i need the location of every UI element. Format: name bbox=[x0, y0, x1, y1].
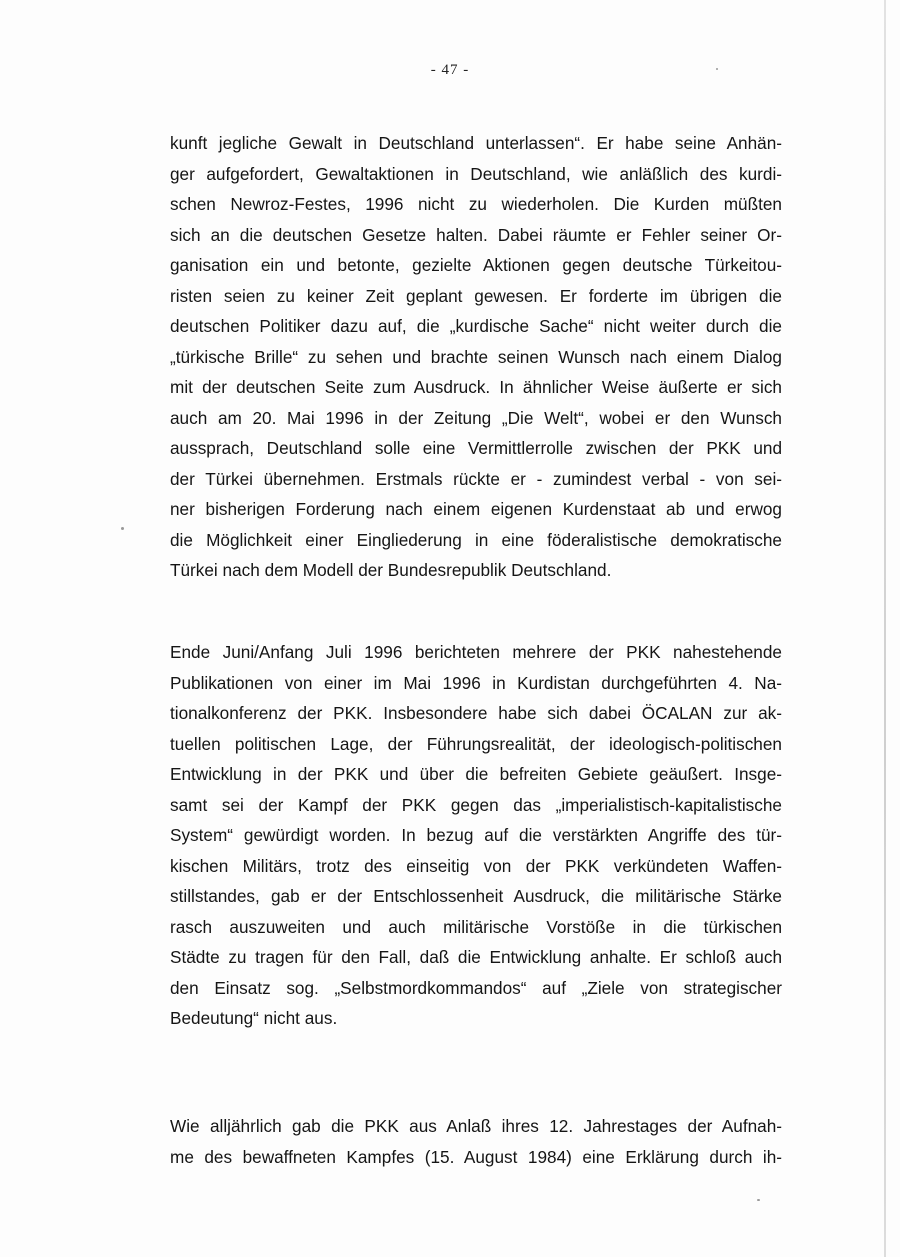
scan-page-edge bbox=[884, 0, 886, 1257]
text-line: schen Newroz-Festes, 1996 nicht zu wiederholen. Die Kurden müßten bbox=[170, 194, 782, 214]
paragraph-2 bbox=[170, 637, 782, 1034]
text-line: „türkische Brille“ zu sehen und brachte seinen Wunsch nach einem Dialog bbox=[170, 346, 782, 367]
text-line: System“ gewürdigt worden. In bezug auf die verstärkten Angriffe des tür- bbox=[170, 825, 782, 845]
text-line: stillstandes, gab er der Entschlossenheit Ausdruck, die militärische Stärke bbox=[170, 886, 782, 906]
paragraph-1 bbox=[170, 128, 782, 586]
text-line: Türkei nach dem Modell der Bundesrepublik Deutschland. bbox=[170, 560, 612, 580]
text-line: Entwicklung in der PKK und über die befreiten Gebiete geäußert. Insge- bbox=[170, 764, 782, 784]
paragraph-3 bbox=[170, 1111, 782, 1172]
text-line: Städte zu tragen für den Fall, daß die Entwicklung anhalte. Er schloß auch bbox=[170, 947, 782, 967]
text-line: Bedeutung“ nicht aus. bbox=[170, 1008, 338, 1028]
text-line: kunft jegliche Gewalt in Deutschland unterlassen“. Er habe seine Anhän- bbox=[170, 133, 782, 153]
text-line: Ende Juni/Anfang Juli 1996 berichteten mehrere der PKK nahestehende bbox=[170, 642, 782, 662]
text-line: kischen Militärs, trotz des einseitig von der PKK verkündeten Waffen- bbox=[170, 855, 782, 876]
text-line: ger aufgefordert, Gewaltaktionen in Deutschland, wie anläßlich des kurdi- bbox=[170, 163, 782, 184]
scan-speck bbox=[121, 527, 124, 530]
text-line: Publikationen von einer im Mai 1996 in Kurdistan durchgeführten 4. Na- bbox=[170, 672, 782, 693]
text-line: tuellen politischen Lage, der Führungsrealität, der ideologisch-politischen bbox=[170, 733, 782, 754]
text-line: me des bewaffneten Kampfes (15. August 1984) eine Erklärung durch ih- bbox=[170, 1146, 782, 1167]
text-line: ganisation ein und betonte, gezielte Aktionen gegen deutsche Türkeitou- bbox=[170, 255, 782, 275]
text-line: ner bisherigen Forderung nach einem eigenen Kurdenstaat ab und erwog bbox=[170, 499, 782, 519]
scan-speck bbox=[757, 1199, 760, 1201]
text-line: mit der deutschen Seite zum Ausdruck. In ähnlicher Weise äußerte er sich bbox=[170, 377, 782, 397]
text-line: tionalkonferenz der PKK. Insbesondere habe sich dabei ÖCALAN zur ak- bbox=[170, 703, 782, 723]
text-line: der Türkei übernehmen. Erstmals rückte er - zumindest verbal - von sei- bbox=[170, 468, 782, 489]
text-line: deutschen Politiker dazu auf, die „kurdische Sache“ nicht weiter durch die bbox=[170, 316, 782, 336]
text-line: die Möglichkeit einer Eingliederung in eine föderalistische demokratische bbox=[170, 529, 782, 550]
text-line: den Einsatz sog. „Selbstmordkommandos“ auf „Ziele von strategischer bbox=[170, 977, 782, 998]
text-line: risten seien zu keiner Zeit geplant gewesen. Er forderte im übrigen die bbox=[170, 285, 782, 306]
text-line: samt sei der Kampf der PKK gegen das „imperialistisch-kapitalistische bbox=[170, 794, 782, 815]
text-line: Wie alljährlich gab die PKK aus Anlaß ihres 12. Jahrestages der Aufnah- bbox=[170, 1116, 782, 1136]
text-line: rasch auszuweiten und auch militärische Vorstöße in die türkischen bbox=[170, 916, 782, 937]
text-line: auch am 20. Mai 1996 in der Zeitung „Die Welt“, wobei er den Wunsch bbox=[170, 407, 782, 428]
text-line: sich an die deutschen Gesetze halten. Dabei räumte er Fehler seiner Or- bbox=[170, 224, 782, 245]
text-line: aussprach, Deutschland solle eine Vermittlerrolle zwischen der PKK und bbox=[170, 438, 782, 458]
page-number: - 47 - bbox=[430, 62, 470, 78]
